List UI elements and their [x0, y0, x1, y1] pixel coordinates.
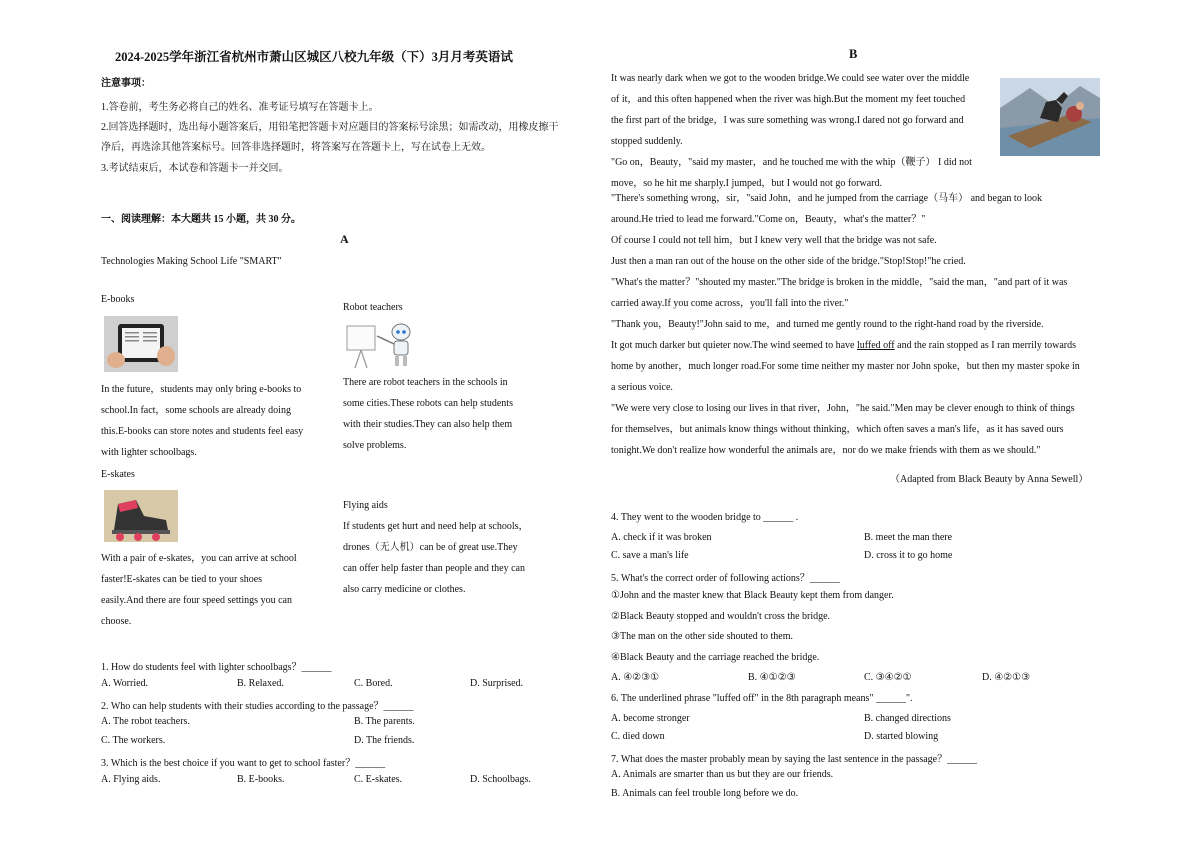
- option: A. Flying aids.: [101, 774, 161, 785]
- text-line: this.E-books can store notes and students feel easy: [101, 426, 304, 437]
- passage-line: Of course I could not tell him，but I knew very well that the bridge was not safe.: [611, 235, 937, 246]
- order-item: ④Black Beauty and the carriage reached the bridge.: [611, 652, 820, 663]
- question-4: 4. They went to the wooden bridge to ______ .: [611, 512, 799, 523]
- text-line: If students get hurt and need help at schools，: [343, 521, 529, 532]
- passage-a-letter: A: [340, 232, 349, 246]
- option: A. become stronger: [611, 713, 690, 724]
- option: B. Animals can feel trouble long before we do.: [611, 788, 799, 799]
- order-item: ③The man on the other side shouted to them.: [611, 631, 793, 642]
- option: A. Worried.: [101, 678, 149, 689]
- eskates-image: [104, 490, 178, 542]
- flying-heading: Flying aids: [343, 500, 388, 511]
- text-line: In the future，students may only bring e-books to: [101, 384, 302, 395]
- option: A. Animals are smarter than us but they are our friends.: [611, 769, 834, 780]
- passage-b-top: [611, 68, 997, 194]
- option: C. Bored.: [354, 678, 393, 689]
- option: D. Schoolbags.: [470, 774, 531, 785]
- passage-line: home by another，much longer road.For some time neither my master nor John spoke，but then my master spoke in: [611, 361, 1080, 372]
- passage-line: the first part of the bridge，I was sure something was wrong.I dared not go forward and: [611, 115, 964, 126]
- question-5: 5. What's the correct order of following actions？______: [611, 573, 840, 584]
- tablet-image: [104, 316, 178, 372]
- robot-image: [345, 322, 419, 370]
- section-heading: 一、阅读理解：本大题共 15 小题，共 30 分。: [101, 214, 301, 225]
- question-2: 2. Who can help students with their studies according to the passage？______: [101, 701, 414, 712]
- text-line: some cities.These robots can help students: [343, 398, 513, 409]
- option: A. The robot teachers.: [101, 716, 190, 727]
- passage-line: "We were very close to losing our lives in that river，John，"he said."Men may be clever enough to think of things: [611, 403, 1075, 414]
- passage-source: （Adapted from Black Beauty by Anna Sewell）: [890, 474, 1089, 485]
- robot-text: [343, 372, 547, 456]
- robot-heading: Robot teachers: [343, 302, 403, 313]
- passage-line: for themselves，but animals know things without thinking，which often saves a man's life，as it has saved ours: [611, 424, 1064, 435]
- option: A. check if it was broken: [611, 532, 712, 543]
- option: C. ③④②①: [864, 672, 912, 683]
- passage-a-title: Technologies Making School Life "SMART": [101, 256, 282, 267]
- text-line: easily.And there are four speed settings you can: [101, 595, 292, 606]
- option: D. The friends.: [354, 735, 415, 746]
- text-line: can offer help faster than people and they can: [343, 563, 525, 574]
- notice-line: 2.回答选择题时，选出每小题答案后，用铅笔把答题卡对应题目的答案标号涂黑；如需改动，用橡皮擦干: [101, 122, 559, 133]
- text-line: with their studies.They can also help them: [343, 419, 513, 430]
- passage-line: [611, 335, 1111, 356]
- flying-text: [343, 516, 563, 600]
- text-line: choose.: [101, 616, 132, 627]
- question-3: 3. Which is the best choice if you want to get to school faster？______: [101, 758, 386, 769]
- option: B. ④①②③: [748, 672, 796, 683]
- eskates-text: [101, 548, 335, 632]
- exam-title: 2024-2025学年浙江省杭州市萧山区城区八校九年级（下）3月月考英语试: [115, 50, 513, 64]
- text-line: faster!E-skates can be tied to your shoes: [101, 574, 263, 585]
- option: B. meet the man there: [864, 532, 953, 543]
- option: D. ④②①③: [982, 672, 1031, 683]
- text-fragment: and the rain stopped as I ran merrily towards: [894, 340, 1076, 351]
- notice-line: 净后，再选涂其他答案标号。回答非选择题时，将答案写在答题卡上，写在试卷上无效。: [101, 142, 491, 153]
- ebooks-heading: E-books: [101, 294, 135, 305]
- text-line: with lighter schoolbags.: [101, 447, 197, 458]
- text-line: also carry medicine or clothes.: [343, 584, 466, 595]
- question-1: 1. How do students feel with lighter schoolbags？______: [101, 662, 332, 673]
- option: C. died down: [611, 731, 665, 742]
- option: B. changed directions: [864, 713, 951, 724]
- text-line: With a pair of e-skates，you can arrive at school: [101, 553, 297, 564]
- option: C. The workers.: [101, 735, 166, 746]
- option: B. Relaxed.: [237, 678, 284, 689]
- passage-line: of it，and this often happened when the river was high.But the moment my feet touched: [611, 94, 966, 105]
- notice-line: 1.答卷前，考生务必将自己的姓名、准考证号填写在答题卡上。: [101, 102, 379, 113]
- option: C. E-skates.: [354, 774, 403, 785]
- passage-line: carried away.If you come across，you'll fall into the river.": [611, 298, 849, 309]
- text-fragment: It got much darker but quieter now.The wind seemed to have: [611, 340, 857, 351]
- underlined-phrase: luffed off: [856, 340, 895, 351]
- passage-b-letter: B: [849, 47, 858, 61]
- option: C. save a man's life: [611, 550, 689, 561]
- order-item: ②Black Beauty stopped and wouldn't cross the bridge.: [611, 611, 831, 622]
- eskates-heading: E-skates: [101, 469, 135, 480]
- text-line: school.In fact，some schools are already doing: [101, 405, 291, 416]
- option: D. started blowing: [864, 731, 939, 742]
- passage-line: stopped suddenly.: [611, 136, 683, 147]
- option: D. cross it to go home: [864, 550, 953, 561]
- bridge-horse-image: [1000, 78, 1100, 156]
- passage-line: "Thank you，Beauty!"John said to me，and turned me gently round to the right-hand road by the riverside.: [611, 319, 1044, 330]
- question-7: 7. What does the master probably mean by saying the last sentence in the passage？______: [611, 754, 978, 765]
- ebooks-text: [101, 379, 341, 463]
- passage-line: around.He tried to lead me forward."Come on，Beauty，what's the matter？": [611, 214, 926, 225]
- text-line: There are robot teachers in the schools in: [343, 377, 508, 388]
- option: D. Surprised.: [470, 678, 524, 689]
- notice-heading: 注意事项：: [101, 78, 151, 89]
- passage-line: a serious voice.: [611, 382, 673, 393]
- passage-line: tonight.We don't realize how wonderful the animals are，nor do we make friends with them as we should.": [611, 445, 1041, 456]
- option: B. E-books.: [237, 774, 285, 785]
- notice-line: 3.考试结束后，本试卷和答题卡一并交回。: [101, 163, 289, 174]
- question-6: 6. The underlined phrase "luffed off" in the 8th paragraph means" ______".: [611, 693, 913, 704]
- order-item: ①John and the master knew that Black Beauty kept them from danger.: [611, 590, 894, 601]
- text-line: drones（无人机）can be of great use.They: [343, 542, 518, 553]
- passage-b-body: [611, 188, 1111, 461]
- passage-line: "There's something wrong，sir，"said John，and he jumped from the carriage（马车） and began to look: [611, 193, 1042, 204]
- passage-line: It was nearly dark when we got to the wooden bridge.We could see water over the middle: [611, 73, 970, 84]
- passage-line: "Go on，Beauty，"said my master，and he touched me with the whip（鞭子） I did not: [611, 157, 972, 168]
- option: B. The parents.: [354, 716, 415, 727]
- option: A. ④②③①: [611, 672, 660, 683]
- passage-line: "What's the matter？"shouted my master."The bridge is broken in the middle，"said the man，"and part of it was: [611, 277, 1068, 288]
- text-line: solve problems.: [343, 440, 407, 451]
- passage-line: move，so he hit me sharply.I jumped，but I would not go forward.: [611, 178, 882, 189]
- passage-line: Just then a man ran out of the house on the other side of the bridge."Stop!Stop!"he cried.: [611, 256, 966, 267]
